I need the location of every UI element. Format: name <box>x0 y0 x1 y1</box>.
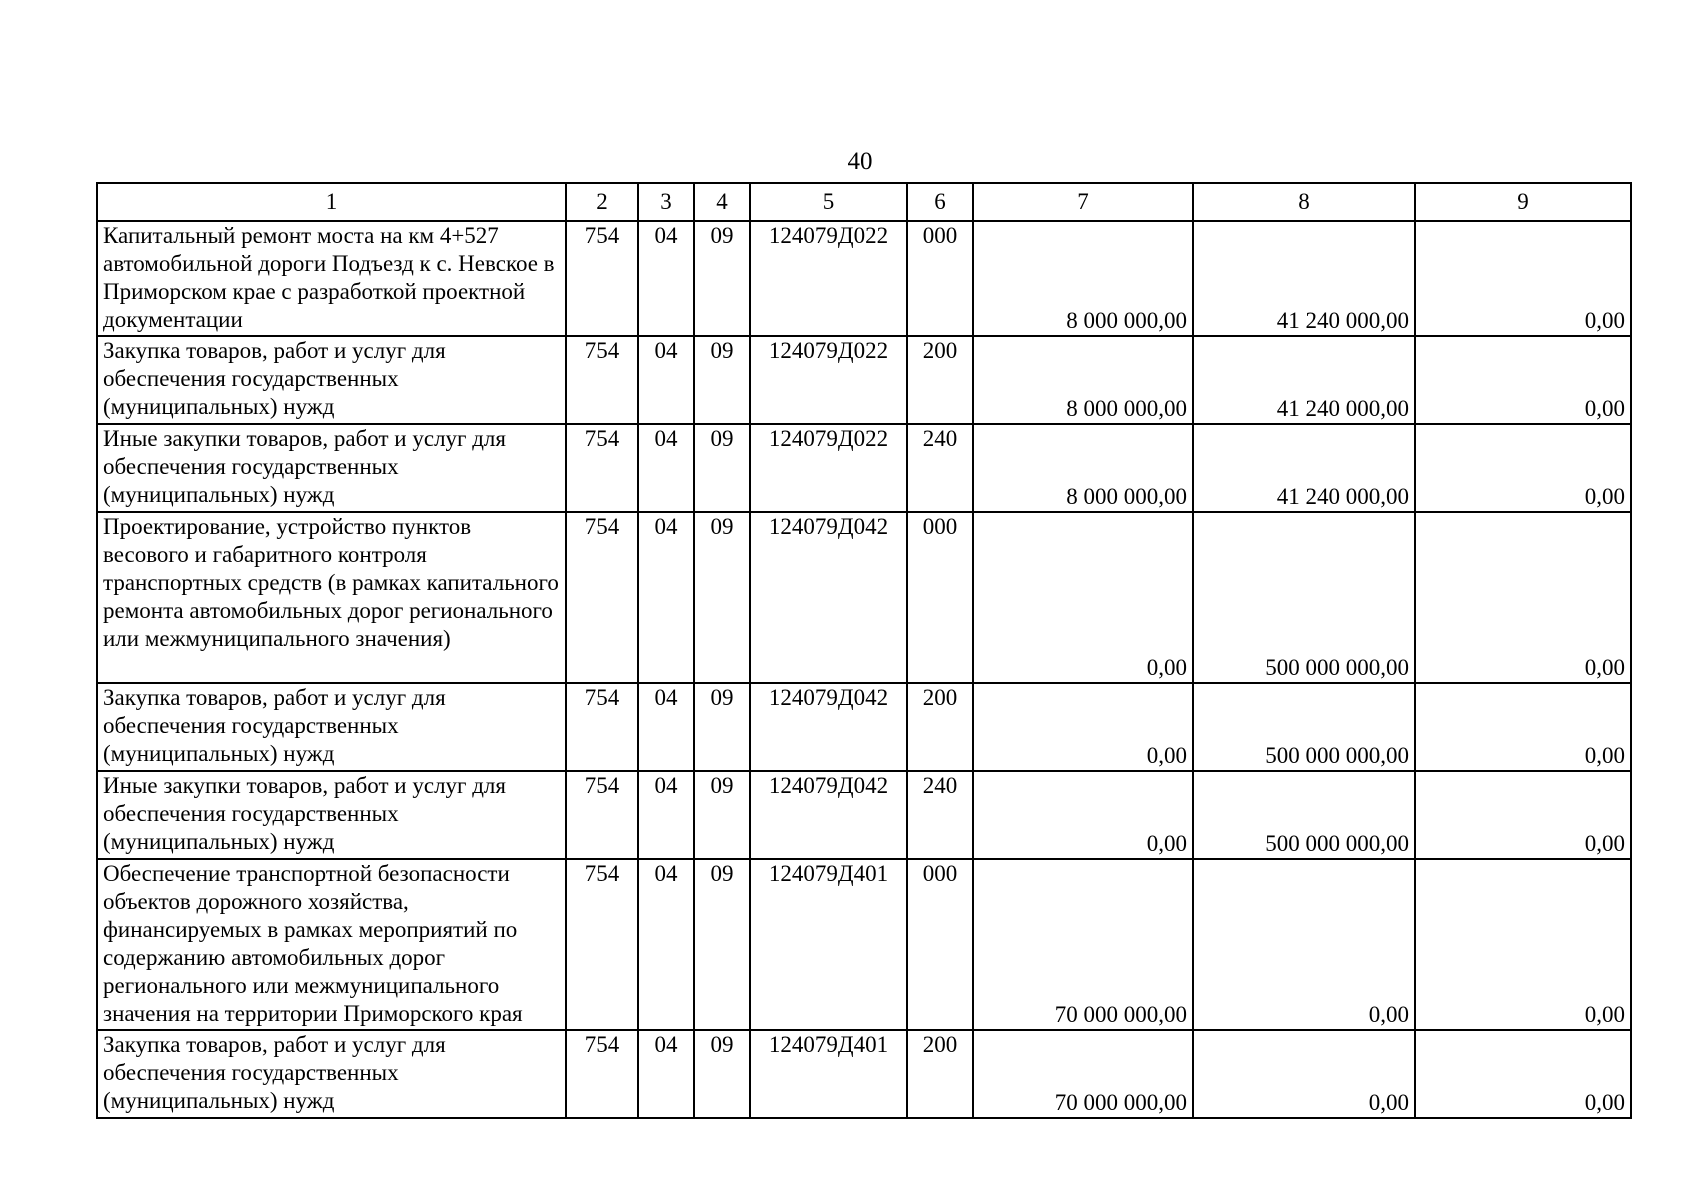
expense-type-code: 240 <box>907 424 973 512</box>
section-code: 04 <box>638 771 694 859</box>
page-number: 40 <box>847 148 873 175</box>
expense-type-code: 200 <box>907 1030 973 1118</box>
target-article-code: 124079Д022 <box>750 221 907 336</box>
amount-col9: 0,00 <box>1415 683 1631 771</box>
amount-col8: 500 000 000,00 <box>1193 512 1415 683</box>
subsection-code: 09 <box>694 859 750 1030</box>
section-code: 04 <box>638 221 694 336</box>
column-header: 5 <box>750 183 907 221</box>
section-code: 04 <box>638 336 694 424</box>
target-article-code: 124079Д022 <box>750 336 907 424</box>
amount-col9: 0,00 <box>1415 512 1631 683</box>
section-code: 04 <box>638 683 694 771</box>
amount-col7: 0,00 <box>973 771 1193 859</box>
table-row <box>97 1030 1631 1118</box>
target-article-code: 124079Д401 <box>750 1030 907 1118</box>
column-header: 4 <box>694 183 750 221</box>
row-name: Капитальный ремонт моста на км 4+527 автомобильной дороги Подъезд к с. Невское в Приморском крае с разработкой проектной документации <box>97 221 566 336</box>
subsection-code: 09 <box>694 683 750 771</box>
amount-col8: 41 240 000,00 <box>1193 336 1415 424</box>
column-header: 9 <box>1415 183 1631 221</box>
subsection-code: 09 <box>694 336 750 424</box>
amount-col8: 41 240 000,00 <box>1193 424 1415 512</box>
target-article-code: 124079Д042 <box>750 683 907 771</box>
subsection-code: 09 <box>694 771 750 859</box>
column-header: 8 <box>1193 183 1415 221</box>
amount-col8: 500 000 000,00 <box>1193 683 1415 771</box>
ministry-code: 754 <box>566 683 638 771</box>
amount-col9: 0,00 <box>1415 1030 1631 1118</box>
row-name: Закупка товаров, работ и услуг для обеспечения государственных (муниципальных) нужд <box>97 336 566 424</box>
subsection-code: 09 <box>694 512 750 683</box>
subsection-code: 09 <box>694 221 750 336</box>
budget-table <box>96 182 1632 1119</box>
amount-col8: 0,00 <box>1193 859 1415 1030</box>
table-row <box>97 512 1631 683</box>
ministry-code: 754 <box>566 859 638 1030</box>
table-row <box>97 683 1631 771</box>
ministry-code: 754 <box>566 771 638 859</box>
target-article-code: 124079Д401 <box>750 859 907 1030</box>
amount-col7: 0,00 <box>973 512 1193 683</box>
amount-col7: 8 000 000,00 <box>973 221 1193 336</box>
row-name: Иные закупки товаров, работ и услуг для обеспечения государственных (муниципальных) нужд <box>97 424 566 512</box>
column-header: 3 <box>638 183 694 221</box>
table-row <box>97 221 1631 336</box>
amount-col9: 0,00 <box>1415 859 1631 1030</box>
amount-col9: 0,00 <box>1415 221 1631 336</box>
amount-col7: 0,00 <box>973 683 1193 771</box>
header-row <box>97 183 1631 221</box>
section-code: 04 <box>638 1030 694 1118</box>
amount-col7: 70 000 000,00 <box>973 859 1193 1030</box>
row-name: Закупка товаров, работ и услуг для обеспечения государственных (муниципальных) нужд <box>97 1030 566 1118</box>
section-code: 04 <box>638 424 694 512</box>
row-name: Иные закупки товаров, работ и услуг для обеспечения государственных (муниципальных) нужд <box>97 771 566 859</box>
expense-type-code: 000 <box>907 221 973 336</box>
column-header: 1 <box>97 183 566 221</box>
amount-col8: 0,00 <box>1193 1030 1415 1118</box>
expense-type-code: 200 <box>907 336 973 424</box>
column-header: 7 <box>973 183 1193 221</box>
row-name: Закупка товаров, работ и услуг для обеспечения государственных (муниципальных) нужд <box>97 683 566 771</box>
amount-col9: 0,00 <box>1415 424 1631 512</box>
table-row <box>97 859 1631 1030</box>
target-article-code: 124079Д042 <box>750 771 907 859</box>
ministry-code: 754 <box>566 221 638 336</box>
ministry-code: 754 <box>566 512 638 683</box>
target-article-code: 124079Д042 <box>750 512 907 683</box>
expense-type-code: 200 <box>907 683 973 771</box>
section-code: 04 <box>638 512 694 683</box>
section-code: 04 <box>638 859 694 1030</box>
table-row <box>97 424 1631 512</box>
table-row <box>97 336 1631 424</box>
amount-col7: 8 000 000,00 <box>973 336 1193 424</box>
amount-col8: 500 000 000,00 <box>1193 771 1415 859</box>
target-article-code: 124079Д022 <box>750 424 907 512</box>
row-name: Обеспечение транспортной безопасности объектов дорожного хозяйства, финансируемых в рамках мероприятий по содержанию автомобильных дорог регионального или межмуниципального значения на территории Приморского края <box>97 859 566 1030</box>
amount-col7: 8 000 000,00 <box>973 424 1193 512</box>
amount-col8: 41 240 000,00 <box>1193 221 1415 336</box>
ministry-code: 754 <box>566 336 638 424</box>
column-header: 6 <box>907 183 973 221</box>
column-header: 2 <box>566 183 638 221</box>
expense-type-code: 000 <box>907 512 973 683</box>
table-row <box>97 771 1631 859</box>
row-name: Проектирование, устройство пунктов весового и габаритного контроля транспортных средств (в рамках капитального ремонта автомобильных дорог регионального или межмуниципального значения) <box>97 512 566 683</box>
ministry-code: 754 <box>566 424 638 512</box>
ministry-code: 754 <box>566 1030 638 1118</box>
amount-col7: 70 000 000,00 <box>973 1030 1193 1118</box>
subsection-code: 09 <box>694 424 750 512</box>
amount-col9: 0,00 <box>1415 771 1631 859</box>
expense-type-code: 000 <box>907 859 973 1030</box>
amount-col9: 0,00 <box>1415 336 1631 424</box>
expense-type-code: 240 <box>907 771 973 859</box>
subsection-code: 09 <box>694 1030 750 1118</box>
